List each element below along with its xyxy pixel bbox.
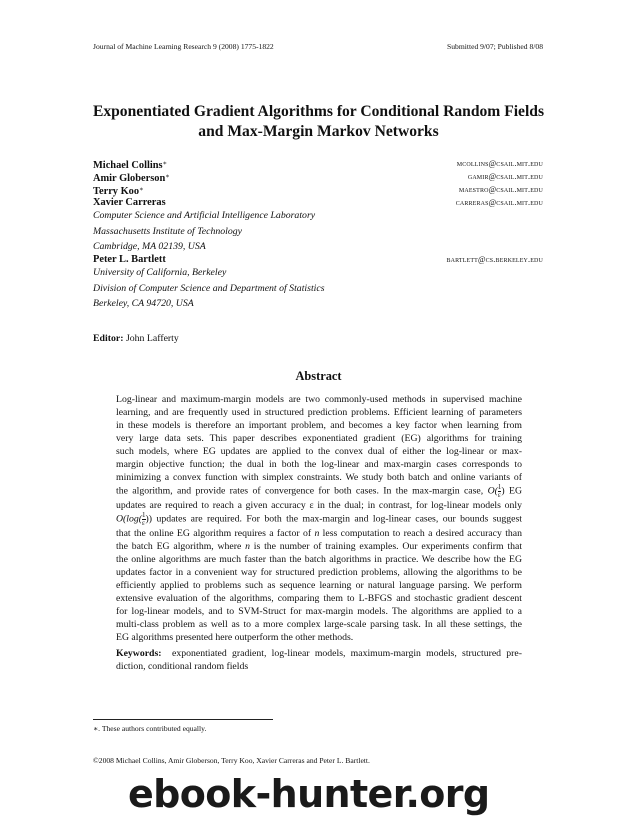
abstract-line: minimizing a convex function with simplex constraints. We study both batch and online variants of [116,472,522,484]
abstract-line: extensive evaluation of the algorithms, comparing them to L-BFGS and stochastic gradient descent [116,593,522,605]
abstract-line: learning, and are frequently used in structured prediction problems. Efficient learning of parameters [116,407,522,419]
abstract-line: updates factor in a convenient way for structured prediction problems, allowing the algorithms to be [116,567,522,579]
footnote: ∗. These authors contributed equally. [93,724,207,733]
footnote-rule [93,719,273,720]
abstract-heading: Abstract [295,369,342,383]
watermark: ebook-hunter.org [128,772,490,816]
title-line-2: and Max-Margin Markov Networks [198,123,439,140]
affiliation-line: Massachusetts Institute of Technology [93,225,243,237]
abstract-line: such models, where EG updates are applied to the convex dual of either the log-linear or max- [116,446,522,458]
submission-dates: Submitted 9/07; Published 8/08 [447,42,543,51]
affiliation-line: Cambridge, MA 02139, USA [93,241,206,252]
affiliation-berkeley [93,265,325,312]
paper-title [60,102,577,142]
affiliation-line: Computer Science and Artificial Intelligence Laboratory [93,210,316,221]
author-name: Amir Globerson∗ [93,173,170,184]
fraction: $\frac{1}{\varepsilon}$ [497,483,502,500]
abstract-line: efficiently applied to problems such as sequence learning or natural language parsing. We perform [116,580,522,592]
journal-header: Journal of Machine Learning Research 9 (2008) 1775-1822 [93,42,274,51]
author-name: Michael Collins∗ [93,160,167,171]
author-email: gamir@csail.mit.edu [467,172,543,181]
fraction: $\frac{1}{\varepsilon}$ [142,511,146,528]
abstract-line: margin objective function; the dual in both the log-linear and max-margin cases corresponds to [116,459,522,471]
keywords-line: diction, conditional random fields [116,661,249,672]
abstract-line: updates are required to reach a given accuracy ε in the dual; in contrast, for log-linear models only [116,500,522,512]
author-email: carreras@csail.mit.edu [455,198,543,207]
abstract-line: very large data sets. This paper describes exponentiated gradient (EG) algorithms for training [116,433,522,445]
abstract-line: in these models is therefore an important problem, and becomes a key factor when learning from [116,420,522,432]
affiliation-line: Berkeley, CA 94720, USA [93,298,194,309]
abstract-line: Log-linear and maximum-margin models are two commonly-used methods in supervised machine [116,394,522,405]
author-name: Xavier Carreras [93,197,166,208]
keywords-line: Keywords: exponentiated gradient, log-linear models, maximum-margin models, structured pre- [116,648,522,659]
affiliation-line: University of California, Berkeley [93,267,227,278]
abstract-line: the batch EG algorithm, where n is the number of training examples. Our experiments confirm that [116,541,523,553]
keywords [116,647,522,673]
affiliation-line: Division of Computer Science and Department of Statistics [93,282,325,294]
title-line-1: Exponentiated Gradient Algorithms for Conditional Random Fields [92,103,545,120]
author-name: Terry Koo∗ [93,186,144,197]
abstract-line: that the online EG algorithm requires a factor of n less computation to reach a desired accuracy than [116,528,522,540]
abstract-line: EG algorithms presented here outperform the other methods. [116,632,354,644]
abstract-line: the online algorithms are much faster than the batch algorithms in practice. We describe how the EG [116,554,522,566]
author-email: mcollins@csail.mit.edu [456,159,543,168]
abstract-line: O(log( $\frac{1}{\varepsilon}$ )) updates are required. For both the max-margin and log-linear cases, our bounds suggest [116,511,523,528]
affiliation-mit [93,208,315,255]
author-email: bartlett@cs.berkeley.edu [446,255,543,264]
abstract-line: for log-linear models, and to SVM-Struct for max-margin models. The algorithms are applied to a [116,606,522,618]
abstract-line: the algorithm, and provide rates of convergence for both cases. In the max-margin case, O( $\frac{1}{\varepsilon}$ ) EG [116,483,523,500]
author-email: maestro@csail.mit.edu [458,185,543,194]
copyright: ©2008 Michael Collins, Amir Globerson, Terry Koo, Xavier Carreras and Peter L. Bartlett. [93,756,370,765]
abstract-line: multi-class problem as well as to a more complex large-scale parsing task. In all these settings, the [116,619,522,631]
abstract-body [116,393,522,644]
author-name: Peter L. Bartlett [93,254,166,265]
editor-line: Editor: John Lafferty [93,333,179,344]
